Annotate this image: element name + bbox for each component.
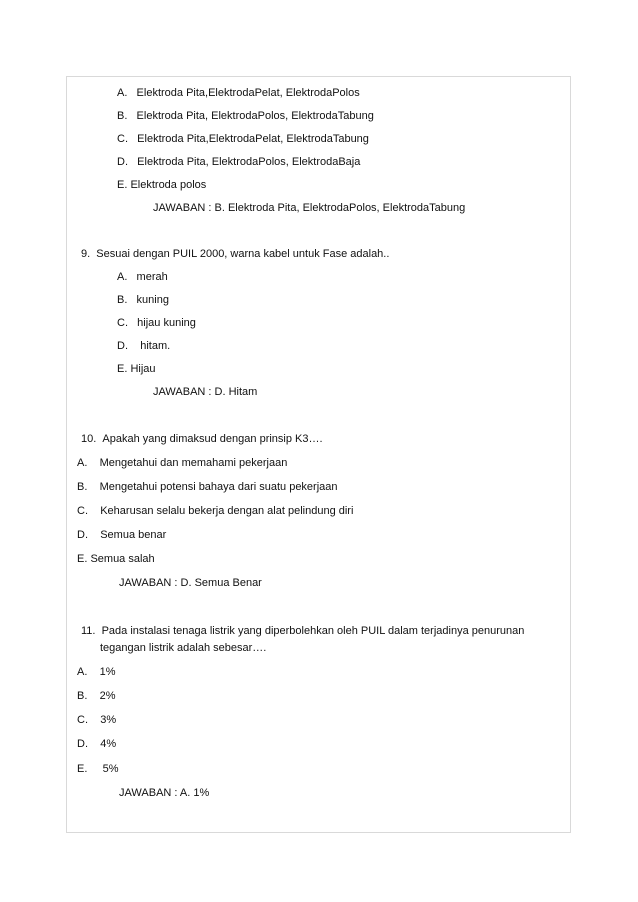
q10-answer: JAWABAN : D. Semua Benar	[119, 577, 262, 589]
q9-option-e: E. Hijau	[117, 363, 156, 375]
q11-answer: JAWABAN : A. 1%	[119, 787, 210, 799]
q8-answer: JAWABAN : B. Elektroda Pita, ElektrodaPolos, ElektrodaTabung	[153, 202, 466, 214]
q8-option-c: C. Elektroda Pita,ElektrodaPelat, ElektrodaTabung	[117, 133, 369, 145]
q11-option-a: A. 1%	[77, 666, 116, 678]
q9-answer: JAWABAN : D. Hitam	[153, 386, 258, 398]
q11-option-b: B. 2%	[77, 690, 116, 702]
q8-option-d: D. Elektroda Pita, ElektrodaPolos, ElektrodaBaja	[117, 156, 361, 168]
q9-option-c: C. hijau kuning	[117, 317, 196, 329]
q10-option-b: B. Mengetahui potensi bahaya dari suatu pekerjaan	[77, 481, 338, 493]
q11-option-d: D. 4%	[77, 738, 117, 750]
q8-option-a: A. Elektroda Pita,ElektrodaPelat, ElektrodaPolos	[117, 87, 360, 99]
q8-option-b: B. Elektroda Pita, ElektrodaPolos, ElektrodaTabung	[117, 110, 374, 122]
q10-option-c: C. Keharusan selalu bekerja dengan alat pelindung diri	[77, 505, 354, 517]
q10-question: 10. Apakah yang dimaksud dengan prinsip K3….	[81, 433, 323, 445]
q11-question-line2: tegangan listrik adalah sebesar….	[100, 642, 267, 654]
q10-option-d: D. Semua benar	[77, 529, 167, 541]
q9-question: 9. Sesuai dengan PUIL 2000, warna kabel untuk Fase adalah..	[81, 248, 390, 260]
q11-question-line1: 11. Pada instalasi tenaga listrik yang diperbolehkan oleh PUIL dalam terjadinya penurunan	[81, 625, 525, 637]
q11-option-c: C. 3%	[77, 714, 117, 726]
q10-option-a: A. Mengetahui dan memahami pekerjaan	[77, 457, 288, 469]
q9-option-a: A. merah	[117, 271, 168, 283]
q9-option-b: B. kuning	[117, 294, 169, 306]
q10-option-e: E. Semua salah	[77, 553, 155, 565]
q8-option-e: E. Elektroda polos	[117, 179, 207, 191]
q9-option-d: D. hitam.	[117, 340, 171, 352]
q11-option-e: E. 5%	[77, 763, 119, 775]
